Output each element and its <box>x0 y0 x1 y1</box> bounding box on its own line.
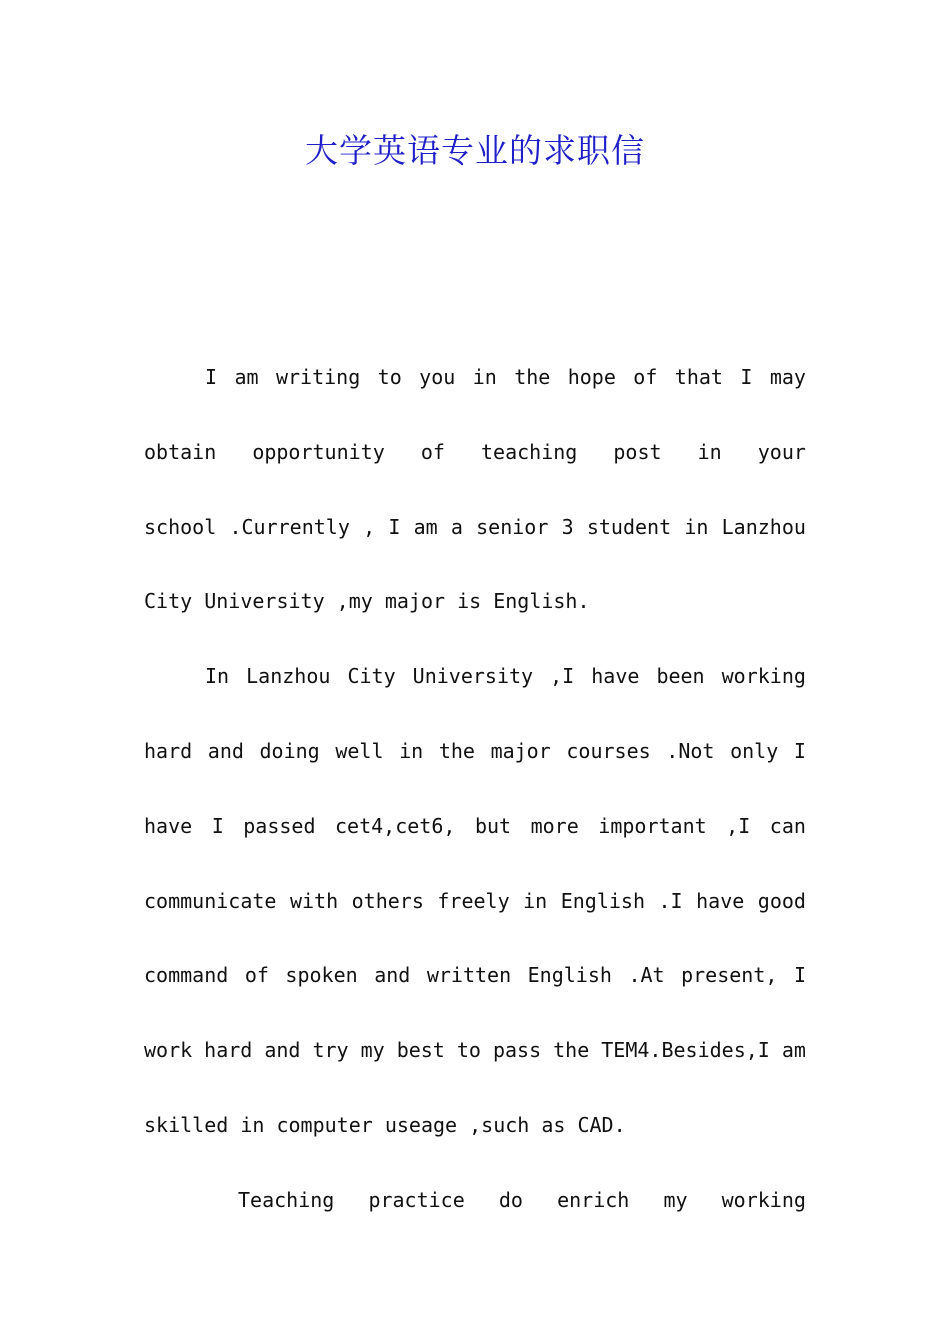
word: I <box>740 365 753 389</box>
word: hard <box>204 1038 253 1063</box>
word: in <box>684 514 709 539</box>
word: English <box>560 888 646 913</box>
word: only <box>730 738 779 763</box>
word: courses <box>566 738 651 763</box>
word: with <box>289 888 339 913</box>
word: I <box>793 738 806 763</box>
word: of <box>633 365 658 389</box>
word: to <box>377 365 402 389</box>
word: do <box>498 1187 523 1212</box>
word: others <box>351 888 424 913</box>
word: and <box>264 1038 301 1063</box>
word: best <box>396 1038 445 1063</box>
text-line <box>144 938 806 1013</box>
word: Lanzhou <box>721 514 806 539</box>
word: can <box>769 813 806 838</box>
word: .Not <box>666 738 715 763</box>
text-line <box>144 490 806 565</box>
word: ,I <box>550 664 575 689</box>
word: more <box>530 813 579 838</box>
word: .I <box>658 888 683 913</box>
word: school <box>144 514 217 539</box>
word: Teaching <box>238 1187 335 1212</box>
word: City <box>347 664 396 689</box>
word: working <box>721 664 806 689</box>
word: of <box>244 963 269 988</box>
text-line: skilled in computer useage ,such as CAD. <box>144 1112 626 1137</box>
word: the <box>438 738 475 763</box>
word: passed <box>243 813 316 838</box>
word: the <box>553 1038 590 1063</box>
word: am <box>781 1038 806 1063</box>
word: that <box>674 365 723 389</box>
word: in <box>472 365 497 389</box>
word: good <box>757 888 806 913</box>
word: to <box>456 1038 481 1063</box>
word: I <box>793 963 806 988</box>
word: pass <box>492 1038 542 1063</box>
word: post <box>613 439 662 464</box>
word: freely <box>437 888 510 913</box>
word: am <box>234 365 259 389</box>
word: In <box>205 664 230 689</box>
word: hard <box>144 738 193 763</box>
text-line <box>144 789 806 864</box>
word: been <box>656 664 705 689</box>
word: in <box>399 738 424 763</box>
word: I <box>205 365 218 389</box>
word: .At <box>628 963 665 988</box>
word: cet4,cet6, <box>335 813 456 838</box>
word: opportunity <box>252 439 385 464</box>
word: communicate <box>144 888 277 913</box>
word: and <box>207 738 244 763</box>
word: a <box>450 514 463 539</box>
word: major <box>490 738 551 763</box>
word: .Currently <box>229 514 350 539</box>
word: writing <box>275 365 361 389</box>
word: Lanzhou <box>246 664 331 689</box>
word: have <box>696 888 745 913</box>
word: I <box>388 514 401 539</box>
word: my <box>663 1187 688 1212</box>
word: senior <box>476 514 549 539</box>
word: written <box>426 963 512 988</box>
word: spoken <box>285 963 358 988</box>
word: teaching <box>480 439 578 464</box>
letter-body <box>144 340 806 1238</box>
word: try <box>312 1038 349 1063</box>
text-line <box>144 714 806 789</box>
word: work <box>144 1038 193 1063</box>
word: and <box>374 963 411 988</box>
word: English <box>527 963 612 988</box>
word: may <box>769 365 806 389</box>
word: command <box>144 963 229 988</box>
text-line <box>144 415 806 490</box>
word: I <box>211 813 224 838</box>
word: well <box>335 738 384 763</box>
text-line <box>144 1013 806 1088</box>
word: present, <box>681 963 778 988</box>
word: am <box>413 514 438 539</box>
word: but <box>474 813 512 838</box>
word: of <box>420 439 445 464</box>
word: your <box>757 439 806 464</box>
word: have <box>591 664 640 689</box>
word: doing <box>259 738 320 763</box>
word: the <box>514 365 551 389</box>
word: University <box>412 664 534 689</box>
word: ,I <box>726 813 751 838</box>
text-line <box>144 864 806 939</box>
word: TEM4.Besides,I <box>601 1038 770 1063</box>
text-line <box>144 340 806 415</box>
word: enrich <box>557 1187 630 1212</box>
word: in <box>523 888 548 913</box>
word: 3 <box>561 514 574 539</box>
word: student <box>586 514 672 539</box>
document-title: 大学英语专业的求职信 <box>305 131 645 170</box>
word: in <box>697 439 722 464</box>
word: my <box>360 1038 385 1063</box>
text-line <box>144 1163 806 1238</box>
word: working <box>721 1187 806 1212</box>
word: obtain <box>144 439 217 464</box>
text-line <box>144 639 806 714</box>
text-line: City University ,my major is English. <box>144 589 590 614</box>
word: have <box>144 813 193 838</box>
word: practice <box>368 1187 465 1212</box>
word: hope <box>567 365 616 389</box>
word: , <box>363 514 376 539</box>
word: you <box>419 365 456 389</box>
word: important <box>598 813 707 838</box>
